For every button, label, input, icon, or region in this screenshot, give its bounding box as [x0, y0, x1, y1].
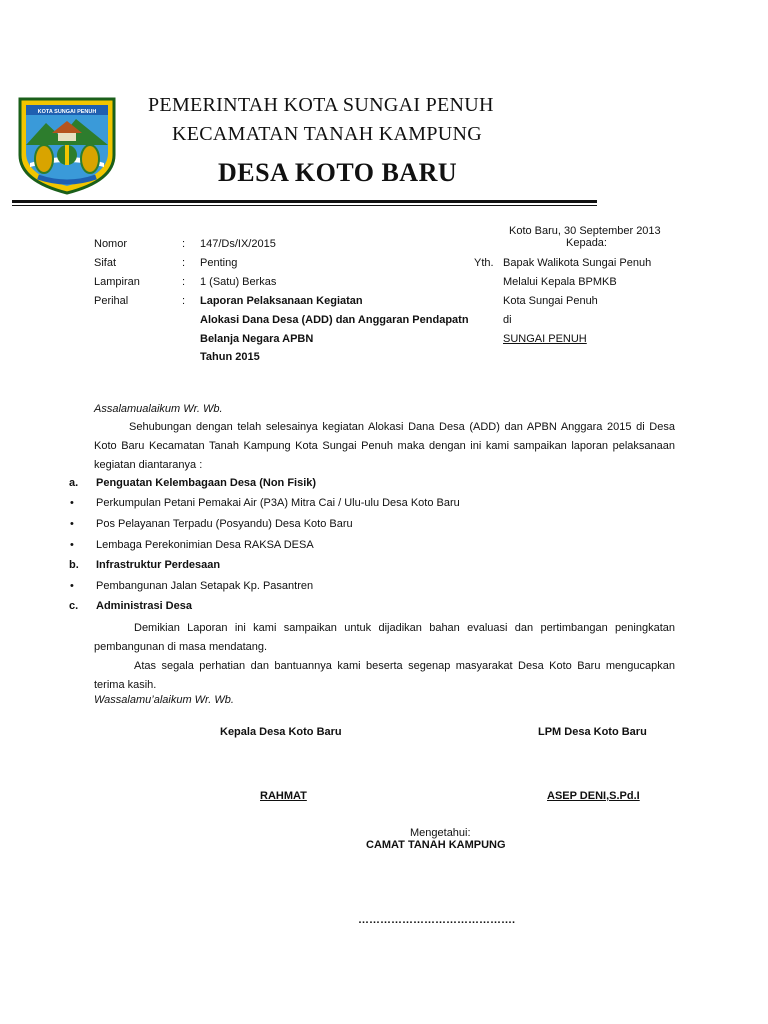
perihal-line-3: Belanja Negara APBN [200, 333, 314, 345]
camat-signature-dots: ……………………………………. [358, 914, 516, 926]
section-a-item-3: Lembaga Perekonimian Desa RAKSA DESA [96, 539, 314, 551]
nomor-colon: : [182, 238, 186, 250]
section-a-item-1: Perkumpulan Petani Pemakai Air (P3A) Mitra Cai / Ulu-ulu Desa Koto Baru [96, 497, 460, 509]
recipient-line-4: di [503, 314, 512, 326]
perihal-line-4: Tahun 2015 [200, 351, 260, 363]
sifat-label: Sifat [94, 257, 117, 269]
perihal-line-2: Alokasi Dana Desa (ADD) dan Anggaran Pendapatn [200, 314, 469, 326]
section-a-label: a. [69, 477, 79, 489]
header-line-2: KECAMATAN TANAH KAMPUNG [172, 123, 483, 145]
bullet-a2: • [70, 518, 74, 530]
header-rule-thin [12, 205, 597, 206]
perihal-line-1: Laporan Pelaksanaan Kegiatan [200, 295, 363, 307]
section-c-title: Administrasi Desa [96, 600, 192, 612]
lampiran-label: Lampiran [94, 276, 140, 288]
lampiran-value: 1 (Satu) Berkas [200, 276, 277, 288]
sifat-value: Penting [200, 257, 238, 269]
left-signer-title: Kepala Desa Koto Baru [220, 726, 342, 738]
closing-paragraph-1: Demikian Laporan ini kami sampaikan untuk dijadikan bahan evaluasi dan pertimbangan peningkatan pembangunan di masa mendatang. [94, 622, 675, 653]
header-line-1: PEMERINTAH KOTA SUNGAI PENUH [148, 94, 494, 116]
recipient-line-5: SUNGAI PENUH [503, 333, 587, 345]
yth-label: Yth. [474, 257, 494, 269]
opening-paragraph: Sehubungan dengan telah selesainya kegiatan Alokasi Dana Desa (ADD) dan APBN Anggara 2015 di Desa Koto Baru Kecamatan Tanah Kampung Kota Sungai Penuh maka dengan ini kami sampaikan laporan pelaksanaan kegiatan diantaranya : [94, 421, 675, 471]
right-signer-title: LPM Desa Koto Baru [538, 726, 647, 738]
perihal-colon: : [182, 295, 186, 307]
section-b-title: Infrastruktur Perdesaan [96, 559, 221, 571]
mengetahui-label: Mengetahui: [410, 827, 471, 839]
section-a-title: Penguatan Kelembagaan Desa (Non Fisik) [96, 477, 317, 489]
header-line-3: DESA KOTO BARU [218, 158, 458, 187]
section-b-label: b. [69, 559, 79, 571]
closing-salam: Wassalamu’alaikum Wr. Wb. [94, 694, 234, 706]
perihal-label: Perihal [94, 295, 129, 307]
nomor-value: 147/Ds/IX/2015 [200, 238, 276, 250]
sifat-colon: : [182, 257, 186, 269]
section-b-item-1: Pembangunan Jalan Setapak Kp. Pasantren [96, 580, 314, 592]
salam: Assalamualaikum Wr. Wb. [94, 403, 223, 415]
bullet-b1: • [70, 580, 74, 592]
header-rule-thick [12, 200, 597, 203]
section-c-label: c. [69, 600, 79, 612]
recipient-line-3: Kota Sungai Penuh [503, 295, 598, 307]
closing-paragraph-2: Atas segala perhatian dan bantuannya kami beserta segenap masyarakat Desa Koto Baru mengucapkan terima kasih. [94, 660, 675, 691]
bullet-a3: • [70, 539, 74, 551]
lampiran-colon: : [182, 276, 186, 288]
kepada-label: Kepada: [566, 237, 607, 249]
bullet-a1: • [70, 497, 74, 509]
recipient-line-2: Melalui Kepala BPMKB [503, 276, 617, 288]
camat-title: CAMAT TANAH KAMPUNG [366, 839, 506, 851]
recipient-line-1: Bapak Walikota Sungai Penuh [503, 257, 652, 269]
nomor-label: Nomor [94, 238, 128, 250]
kota-sungai-penuh-emblem [16, 93, 118, 195]
date-place: Koto Baru, 30 September 2013 [509, 225, 661, 237]
svg-text:KOTA SUNGAI PENUH: KOTA SUNGAI PENUH [37, 109, 97, 115]
right-signer-name: ASEP DENI,S.Pd.I [547, 790, 640, 802]
left-signer-name: RAHMAT [260, 790, 307, 802]
section-a-item-2: Pos Pelayanan Terpadu (Posyandu) Desa Koto Baru [96, 518, 353, 530]
